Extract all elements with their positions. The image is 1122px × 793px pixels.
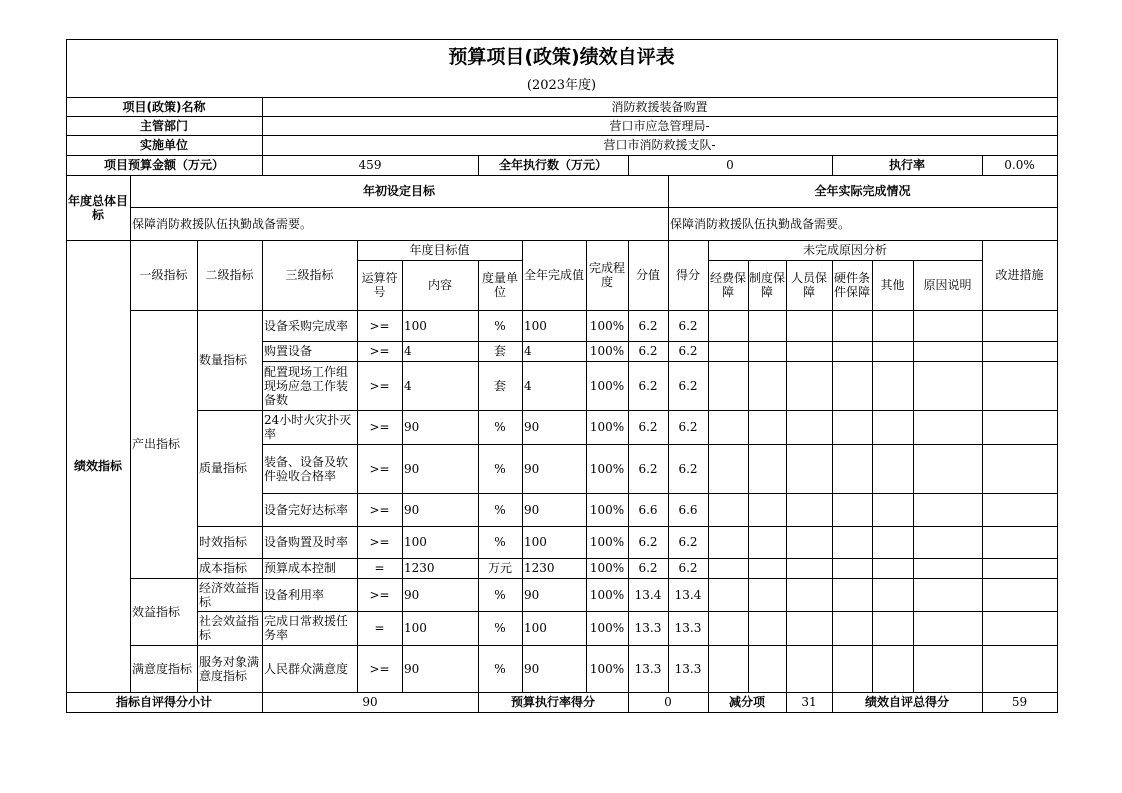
project-name-label: 项目(政策)名称 bbox=[122, 99, 206, 114]
indicator-name: 购置设备 bbox=[264, 344, 313, 358]
group-benefit: 效益指标 bbox=[132, 604, 181, 619]
group-timeliness: 时效指标 bbox=[199, 535, 248, 549]
grid-line-h bbox=[708, 260, 983, 261]
grid-line-v bbox=[522, 240, 523, 693]
indicator-degree: 100% bbox=[589, 661, 625, 676]
exec-score-value: 0 bbox=[664, 695, 672, 709]
indicator-score: 6.2 bbox=[678, 318, 698, 333]
grid-line-v bbox=[130, 175, 131, 693]
indicator-degree: 100% bbox=[589, 420, 625, 434]
header-level2: 二级指标 bbox=[205, 268, 254, 282]
indicator-name: 人民群众满意度 bbox=[264, 661, 349, 676]
grid-line-h bbox=[130, 207, 1058, 208]
indicator-unit: % bbox=[494, 420, 506, 434]
grid-line-v bbox=[913, 260, 914, 693]
header-reason-funding: 经费保障 bbox=[709, 271, 746, 299]
exec-label: 全年执行数（万元） bbox=[498, 158, 607, 172]
grid-line-h bbox=[66, 155, 1058, 156]
border-top bbox=[66, 39, 1058, 40]
subtotal-label: 指标自评得分小计 bbox=[115, 695, 212, 709]
deduction-value: 31 bbox=[801, 695, 817, 709]
exec-score-label: 预算执行率得分 bbox=[510, 695, 595, 709]
indicator-completed: 1230 bbox=[524, 561, 555, 575]
indicator-completed: 100 bbox=[524, 535, 547, 549]
indicator-name: 设备完好达标率 bbox=[264, 502, 349, 517]
page-title: 预算项目(政策)绩效自评表 bbox=[448, 46, 675, 68]
dept-value: 营口市应急管理局- bbox=[609, 118, 710, 133]
indicator-operator: = bbox=[374, 621, 385, 635]
budget-label: 项目预算金额（万元） bbox=[103, 158, 224, 172]
group-output: 产出指标 bbox=[132, 437, 181, 451]
indicator-completed: 4 bbox=[524, 344, 532, 358]
indicator-name: 装备、设备及软件验收合格率 bbox=[264, 454, 349, 483]
grid-line-h bbox=[130, 578, 1058, 579]
unit-value: 营口市消防救援支队- bbox=[603, 138, 716, 152]
header-improvement: 改进措施 bbox=[995, 268, 1044, 282]
grid-line-h bbox=[357, 260, 523, 261]
indicator-completed: 4 bbox=[524, 378, 532, 393]
group-service-satisfaction: 服务对象满意度指标 bbox=[199, 654, 260, 683]
initial-goal-header: 年初设定目标 bbox=[362, 184, 435, 198]
indicator-operator: >= bbox=[369, 461, 390, 476]
indicator-score: 6.2 bbox=[678, 561, 698, 575]
header-content: 内容 bbox=[427, 278, 452, 292]
grid-line-v bbox=[628, 155, 629, 176]
indicator-name: 设备采购完成率 bbox=[264, 318, 349, 333]
indicator-score-value: 6.6 bbox=[638, 502, 658, 517]
grid-line-h bbox=[66, 135, 1058, 136]
indicator-score-value: 6.2 bbox=[638, 535, 658, 549]
grid-line-h bbox=[197, 410, 1058, 411]
grid-line-v bbox=[357, 240, 358, 693]
header-score-value: 分值 bbox=[635, 268, 660, 282]
indicator-target: 4 bbox=[404, 378, 412, 393]
report-year: (2023年度) bbox=[526, 77, 597, 93]
indicator-operator: >= bbox=[369, 502, 390, 517]
group-satisfaction: 满意度指标 bbox=[132, 661, 193, 676]
indicator-score-value: 6.2 bbox=[638, 461, 658, 476]
indicator-completed: 100 bbox=[524, 318, 547, 333]
header-score: 得分 bbox=[675, 268, 700, 282]
group-economic: 经济效益指标 bbox=[199, 580, 260, 609]
dept-label: 主管部门 bbox=[139, 118, 188, 133]
indicator-operator: >= bbox=[369, 420, 390, 434]
grid-line-v bbox=[478, 155, 479, 176]
goals-section-label: 年度总体目标 bbox=[67, 193, 128, 222]
indicator-degree: 100% bbox=[589, 344, 625, 358]
subtotal-value: 90 bbox=[362, 695, 378, 709]
indicator-name: 预算成本控制 bbox=[264, 561, 337, 575]
indicator-operator: >= bbox=[369, 378, 390, 393]
deduction-label: 减分项 bbox=[728, 695, 765, 709]
grid-line-h bbox=[262, 361, 1058, 362]
border-left bbox=[66, 39, 67, 713]
indicator-score-value: 6.2 bbox=[638, 344, 658, 358]
grid-line-v bbox=[832, 155, 833, 176]
header-operator: 运算符号 bbox=[361, 271, 398, 299]
indicator-score-value: 13.3 bbox=[634, 621, 662, 635]
indicator-target: 90 bbox=[404, 587, 420, 602]
grid-line-h bbox=[262, 493, 1058, 494]
header-level3: 三级指标 bbox=[285, 268, 334, 282]
header-completion-degree: 完成程度 bbox=[588, 261, 625, 289]
rate-label: 执行率 bbox=[888, 158, 925, 172]
indicator-score: 6.6 bbox=[678, 502, 698, 517]
header-reason-group: 未完成原因分析 bbox=[802, 243, 887, 257]
grid-line-h bbox=[130, 310, 1058, 311]
grid-line-h bbox=[197, 526, 1058, 527]
header-reason-hardware: 硬件条件保障 bbox=[833, 271, 870, 299]
border-right bbox=[1057, 39, 1058, 713]
indicator-score-value: 6.2 bbox=[638, 318, 658, 333]
indicator-unit: 万元 bbox=[487, 561, 512, 575]
project-name-value: 消防救援装备购置 bbox=[611, 99, 708, 114]
indicator-unit: % bbox=[494, 661, 506, 676]
header-reason-other: 其他 bbox=[880, 278, 905, 292]
initial-goal-text: 保障消防救援队伍执勤战备需要。 bbox=[132, 216, 313, 231]
indicator-score: 6.2 bbox=[678, 535, 698, 549]
grid-line-h bbox=[262, 444, 1058, 445]
indicator-degree: 100% bbox=[589, 535, 625, 549]
indicator-unit: 套 bbox=[493, 344, 506, 358]
indicator-target: 90 bbox=[404, 502, 420, 517]
grid-line-v bbox=[668, 175, 669, 241]
grid-line-v bbox=[402, 260, 403, 693]
grid-line-v bbox=[628, 240, 629, 713]
exec-value: 0 bbox=[726, 158, 734, 172]
header-unit: 度量单位 bbox=[481, 271, 518, 299]
indicator-completed: 90 bbox=[524, 420, 540, 434]
grid-line-h bbox=[197, 611, 1058, 612]
indicator-score: 13.3 bbox=[674, 661, 702, 676]
group-cost: 成本指标 bbox=[199, 561, 248, 575]
grid-line-v bbox=[748, 260, 749, 693]
indicator-completed: 90 bbox=[524, 587, 540, 602]
indicator-score: 6.2 bbox=[678, 461, 698, 476]
indicator-score-value: 13.3 bbox=[634, 661, 662, 676]
indicator-name: 设备购置及时率 bbox=[264, 535, 349, 549]
total-score-label: 绩效自评总得分 bbox=[864, 695, 949, 709]
indicator-degree: 100% bbox=[589, 587, 625, 602]
grid-line-h bbox=[66, 97, 1058, 98]
indicator-target: 90 bbox=[404, 661, 420, 676]
group-quality: 质量指标 bbox=[199, 461, 248, 475]
grid-line-h bbox=[197, 558, 1058, 559]
grid-line-v bbox=[982, 155, 983, 176]
indicator-degree: 100% bbox=[589, 461, 625, 476]
grid-line-v bbox=[708, 240, 709, 713]
indicator-target: 100 bbox=[404, 535, 427, 549]
budget-value: 459 bbox=[358, 158, 382, 172]
indicator-target: 100 bbox=[404, 621, 427, 635]
indicator-name: 设备利用率 bbox=[264, 587, 325, 602]
indicator-degree: 100% bbox=[589, 621, 625, 635]
grid-line-h bbox=[66, 692, 1058, 693]
grid-line-h bbox=[262, 341, 1058, 342]
group-quantity: 数量指标 bbox=[199, 353, 248, 367]
grid-line-v bbox=[197, 240, 198, 693]
unit-label: 实施单位 bbox=[139, 138, 188, 152]
header-reason-staff: 人员保障 bbox=[790, 271, 827, 299]
indicator-target: 90 bbox=[404, 461, 420, 476]
indicator-completed: 100 bbox=[524, 621, 547, 635]
indicator-unit: % bbox=[494, 318, 506, 333]
performance-indicators-label: 绩效指标 bbox=[73, 459, 122, 473]
indicator-operator: >= bbox=[369, 661, 390, 676]
indicator-degree: 100% bbox=[589, 502, 625, 517]
grid-line-v bbox=[668, 240, 669, 693]
indicator-score-value: 13.4 bbox=[634, 587, 662, 602]
header-completed-value: 全年完成值 bbox=[523, 268, 584, 282]
grid-line-h bbox=[130, 645, 1058, 646]
header-level1: 一级指标 bbox=[139, 268, 188, 282]
indicator-score: 13.3 bbox=[674, 621, 702, 635]
indicator-operator: >= bbox=[369, 318, 390, 333]
indicator-score: 6.2 bbox=[678, 344, 698, 358]
grid-line-v bbox=[872, 260, 873, 693]
grid-line-h bbox=[66, 116, 1058, 117]
total-score-value: 59 bbox=[1011, 695, 1028, 709]
indicator-operator: >= bbox=[369, 344, 390, 358]
indicator-degree: 100% bbox=[589, 378, 625, 393]
indicator-unit: % bbox=[494, 461, 506, 476]
indicator-score-value: 6.2 bbox=[638, 378, 658, 393]
indicator-unit: % bbox=[494, 621, 506, 635]
indicator-target: 100 bbox=[404, 318, 427, 333]
indicator-degree: 100% bbox=[589, 561, 625, 575]
indicator-score: 6.2 bbox=[678, 378, 698, 393]
header-target-group: 年度目标值 bbox=[409, 243, 470, 257]
actual-goal-text: 保障消防救援队伍执勤战备需要。 bbox=[670, 216, 851, 231]
indicator-name: 完成日常救援任务率 bbox=[264, 614, 349, 642]
indicator-completed: 90 bbox=[524, 502, 540, 517]
grid-line-h bbox=[66, 175, 1058, 176]
header-reason-system: 制度保障 bbox=[749, 271, 786, 299]
indicator-degree: 100% bbox=[589, 318, 625, 333]
indicator-completed: 90 bbox=[524, 461, 540, 476]
header-reason-note: 原因说明 bbox=[923, 278, 972, 292]
indicator-score-value: 6.2 bbox=[638, 420, 658, 434]
rate-value: 0.0% bbox=[1004, 158, 1035, 172]
indicator-operator: >= bbox=[369, 587, 390, 602]
grid-line-v bbox=[262, 240, 263, 713]
grid-line-v bbox=[982, 240, 983, 713]
indicator-target: 4 bbox=[404, 344, 412, 358]
indicator-score-value: 6.2 bbox=[638, 561, 658, 575]
indicator-operator: >= bbox=[369, 535, 390, 549]
grid-line-v bbox=[586, 240, 587, 693]
indicator-target: 1230 bbox=[404, 561, 435, 575]
indicator-unit: 套 bbox=[493, 378, 506, 393]
indicator-score: 6.2 bbox=[678, 420, 698, 434]
indicator-score: 13.4 bbox=[674, 587, 702, 602]
indicator-target: 90 bbox=[404, 420, 420, 434]
indicator-unit: % bbox=[494, 535, 506, 549]
actual-goal-header: 全年实际完成情况 bbox=[814, 184, 911, 198]
indicator-name: 配置现场工作组现场应急工作装备数 bbox=[264, 364, 349, 407]
group-social: 社会效益指标 bbox=[199, 614, 260, 642]
indicator-completed: 90 bbox=[524, 661, 540, 676]
border-bottom bbox=[66, 712, 1058, 713]
indicator-operator: = bbox=[374, 561, 385, 575]
indicator-name: 24小时火灾扑灭率 bbox=[264, 413, 352, 441]
indicator-unit: % bbox=[494, 502, 506, 517]
indicator-unit: % bbox=[494, 587, 506, 602]
grid-line-h bbox=[66, 240, 1058, 241]
grid-line-v bbox=[262, 97, 263, 176]
